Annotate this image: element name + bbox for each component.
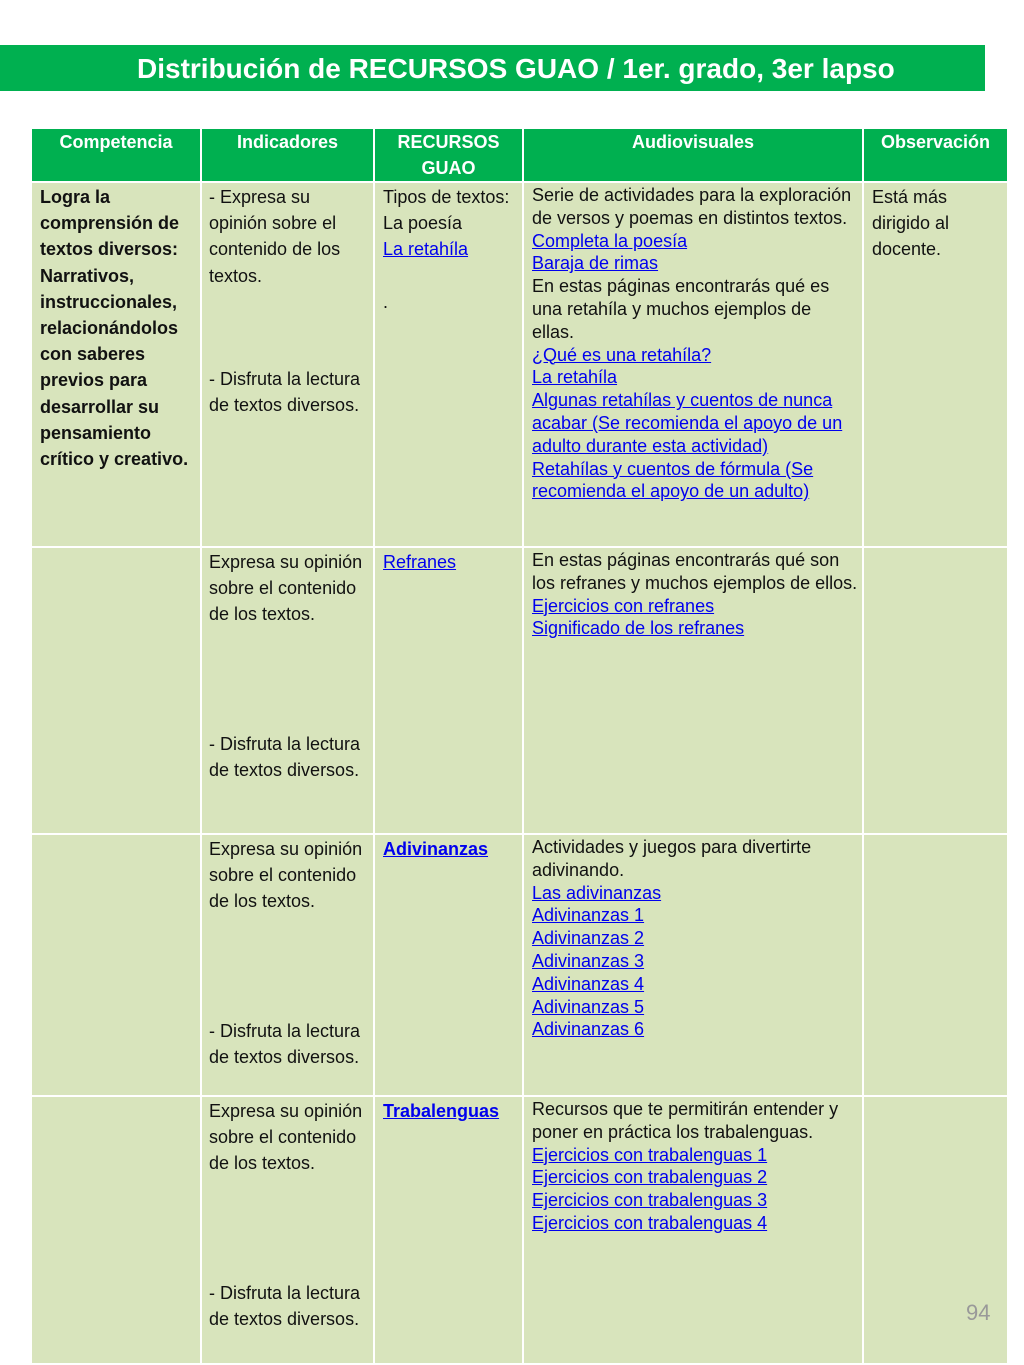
observacion-cell-empty <box>863 547 1008 834</box>
link-adivinanzas-6[interactable]: Adivinanzas 6 <box>532 1019 645 1040</box>
indicadores-cell <box>201 182 374 547</box>
link-adivinanzas-3[interactable]: Adivinanzas 3 <box>532 950 645 971</box>
competencia-cell-empty <box>31 547 201 834</box>
indicator-disfruta: - Disfruta la lectura de textos diversos. <box>209 369 361 416</box>
header-audiovisuales: Audiovisuales <box>523 128 863 182</box>
header-recursos-guao: RECURSOS GUAO <box>374 128 523 182</box>
recursos-cell <box>374 182 523 547</box>
audiovisuales-cell <box>523 834 863 1096</box>
table-row <box>31 834 1008 1096</box>
indicadores-cell <box>201 547 374 834</box>
link-baraja-de-rimas[interactable]: Baraja de rimas <box>532 253 659 274</box>
header-indicadores: Indicadores <box>201 128 374 182</box>
link-adivinanzas[interactable]: Adivinanzas <box>383 839 489 859</box>
header-competencia: Competencia <box>31 128 201 182</box>
link-adivinanzas-1[interactable]: Adivinanzas 1 <box>532 905 645 926</box>
table-row <box>31 547 1008 834</box>
link-trabalenguas-3[interactable]: Ejercicios con trabalenguas 3 <box>532 1190 768 1211</box>
recursos-cell <box>374 834 523 1096</box>
link-retahilas-nunca-acabar[interactable]: Algunas retahílas y cuentos de nunca acabar (Se recomienda el apoyo de un adulto durante esta actividad) <box>532 390 843 456</box>
link-que-es-retahila[interactable]: ¿Qué es una retahíla? <box>532 344 712 365</box>
indicator-opinion: Expresa su opinión sobre el contenido de los textos. <box>209 839 363 912</box>
indicadores-cell <box>201 1096 374 1364</box>
link-trabalenguas-2[interactable]: Ejercicios con trabalenguas 2 <box>532 1167 768 1188</box>
recursos-cell <box>374 1096 523 1364</box>
indicator-disfruta: - Disfruta la lectura de textos diversos. <box>209 1021 361 1068</box>
indicator-opinion: Expresa su opinión sobre el contenido de los textos. <box>209 552 363 625</box>
observacion-cell <box>863 182 1008 547</box>
competencia-cell-empty <box>31 834 201 1096</box>
competencia-cell <box>31 182 201 547</box>
indicator-opinion: - Expresa su opinión sobre el contenido de los textos. <box>209 187 341 286</box>
indicator-disfruta: - Disfruta la lectura de textos diversos. <box>209 734 361 781</box>
link-la-retahila-2[interactable]: La retahíla <box>532 367 618 388</box>
header-observacion: Observación <box>863 128 1008 182</box>
link-trabalenguas-4[interactable]: Ejercicios con trabalenguas 4 <box>532 1212 768 1233</box>
page-number: 94 <box>966 1300 991 1325</box>
observacion-cell-empty <box>863 834 1008 1096</box>
page-title: Distribución de RECURSOS GUAO / 1er. grado, 3er lapso <box>0 45 985 91</box>
table-header-row <box>31 128 1008 182</box>
table-row <box>31 182 1008 547</box>
indicadores-cell <box>201 834 374 1096</box>
competencia-text: Logra la comprensión de textos diversos: Narrativos, instruccionales, relacionándolos con saberes previos para desarrollar su pensamiento crítico y creativo. <box>40 187 189 470</box>
competencia-cell-empty <box>31 1096 201 1364</box>
link-trabalenguas-1[interactable]: Ejercicios con trabalenguas 1 <box>532 1144 768 1165</box>
audiovisuales-cell <box>523 1096 863 1364</box>
audiovisuales-cell <box>523 547 863 834</box>
recurso-dot: . <box>383 291 389 312</box>
link-adivinanzas-2[interactable]: Adivinanzas 2 <box>532 928 645 949</box>
audio-intro: Recursos que te permitirán entender y poner en práctica los trabalenguas. <box>532 1099 839 1142</box>
indicator-opinion: Expresa su opinión sobre el contenido de los textos. <box>209 1101 363 1174</box>
link-adivinanzas-4[interactable]: Adivinanzas 4 <box>532 973 645 994</box>
audio-mid: En estas páginas encontrarás qué es una retahíla y muchos ejemplos de ellas. <box>532 276 830 342</box>
recursos-cell <box>374 547 523 834</box>
link-ejercicios-refranes[interactable]: Ejercicios con refranes <box>532 595 715 616</box>
audio-intro: Actividades y juegos para divertirte adivinando. <box>532 837 812 880</box>
audio-intro: Serie de actividades para la exploración de versos y poemas en distintos textos. <box>532 185 852 228</box>
link-retahilas-formula[interactable]: Retahílas y cuentos de fórmula (Se recomienda el apoyo de un adulto) <box>532 458 814 502</box>
link-las-adivinanzas[interactable]: Las adivinanzas <box>532 882 662 903</box>
link-refranes[interactable]: Refranes <box>383 552 457 572</box>
observacion-text: Está más dirigido al docente. <box>872 187 950 260</box>
resources-table <box>30 127 1009 1365</box>
link-adivinanzas-5[interactable]: Adivinanzas 5 <box>532 996 645 1017</box>
link-completa-la-poesia[interactable]: Completa la poesía <box>532 230 688 251</box>
link-la-retahila[interactable]: La retahíla <box>383 239 469 260</box>
link-trabalenguas[interactable]: Trabalenguas <box>383 1101 500 1121</box>
table-row <box>31 1096 1008 1364</box>
recurso-text: Tipos de textos: La poesía <box>383 187 510 234</box>
audio-intro: En estas páginas encontrarás qué son los refranes y muchos ejemplos de ellos. <box>532 550 858 593</box>
audiovisuales-cell <box>523 182 863 547</box>
indicator-disfruta: - Disfruta la lectura de textos diversos. <box>209 1283 361 1330</box>
link-significado-refranes[interactable]: Significado de los refranes <box>532 618 745 639</box>
